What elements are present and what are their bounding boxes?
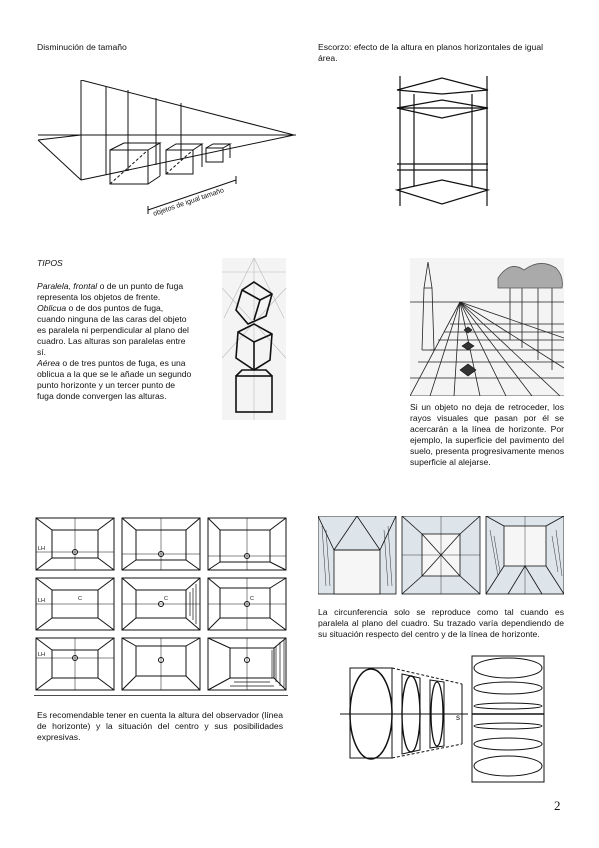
disminucion-title: Disminución de tamaño (37, 42, 127, 52)
escorzo-figure (392, 76, 492, 206)
frames-figure (318, 516, 564, 596)
aerea-term: Aérea (37, 358, 60, 368)
page-number: 2 (554, 798, 561, 813)
svg-text:s: s (456, 713, 460, 722)
circunferencia-text: La circunferencia solo se reproduce como tal cuando es paralela al plano del cuadro. Su trazado varía dependiendo de su situación respecto del centro y de la línea de horizonte. (318, 607, 564, 639)
tipos-heading: TIPOS (37, 258, 63, 268)
oblicua-term: Oblicua (37, 303, 67, 313)
grid-lh-label-3: LH (38, 652, 46, 658)
paralela-text: o de un punto de fuga representa los objetos de frente. (37, 281, 184, 302)
grid-lh-label-1: LH (38, 546, 46, 552)
disminucion-figure-label: objetos de igual tamaño (152, 187, 225, 218)
grid-c-label-1: C (78, 596, 82, 602)
tipos-text (37, 281, 193, 402)
circles-figure (340, 654, 560, 784)
tipos-cubes-figure (222, 258, 286, 420)
paralela-term: Paralela, frontal (37, 281, 98, 291)
retroceder-text: Si un objeto no deja de retroceder, los rayos visuales que pasan por él se acercarán a la línea de horizonte. Por ejemplo, la superficie del pavimento del suelo, presenta progresivamente menos superficie al alejarse. (410, 402, 564, 467)
escorzo-title: Escorzo: efecto de la altura en planos horizontales de igual área. (318, 42, 544, 63)
pavement-trees-figure (410, 258, 564, 396)
grid-c-label-3: C (250, 596, 254, 602)
grid-c-label-2: C (164, 596, 168, 602)
oblicua-text: o de dos puntos de fuga, cuando ninguna de las caras del objeto es paralela ni perpendicular al plano del cuadro. Las alturas son paralelas entre sí. (37, 303, 189, 357)
aerea-text: o de tres puntos de fuga, es una oblicua a la que se le añade un segundo punto horizonte y un tercer punto de fuga donde convergen las alturas. (37, 358, 192, 401)
grid-lh-label-2: LH (38, 598, 46, 604)
recomendable-text: Es recomendable tener en cuenta la altura del observador (línea de horizonte) y la situación del centro y sus posibilidades expresivas. (37, 710, 283, 742)
horizon-center-grid (34, 516, 288, 696)
disminucion-figure (36, 80, 298, 220)
